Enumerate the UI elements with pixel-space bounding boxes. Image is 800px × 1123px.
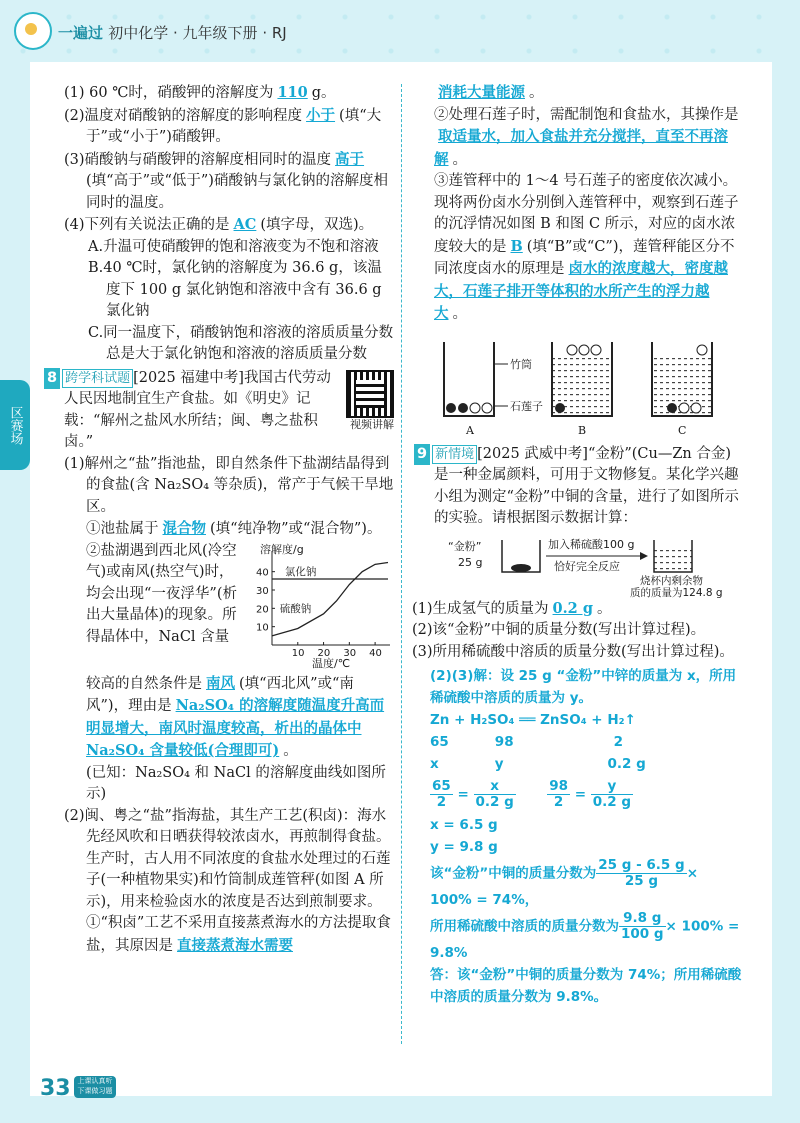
footer-bar — [0, 1096, 800, 1123]
q9-2: (2)该“金粉”中铜的质量分数(写出计算过程)。 — [412, 622, 706, 638]
q8-1b-block — [64, 541, 394, 670]
solution-block — [412, 665, 742, 1008]
header-title: 一遍过 初中化学 · 九年级下册 · RJ — [58, 24, 287, 42]
label-c: C — [678, 423, 687, 437]
sol-masses: 65 98 2 — [430, 734, 623, 750]
sol-unknowns: x y 0.2 g — [430, 756, 646, 772]
qr-caption: 视频讲解 — [350, 417, 394, 431]
q8-badge: 跨学科试题 — [62, 369, 133, 388]
left-column — [47, 82, 394, 957]
exp-label2: 25 g — [458, 555, 483, 569]
label-tube: 竹筒 — [510, 357, 532, 371]
q8-2b: ②处理石莲子时，需配制饱和食盐水，其操作是取适量水，加入食盐并充分搅拌，直至不再溶解 。 — [434, 106, 739, 168]
q8-2a: ①“积卤”工艺不采用直接蒸煮海水的方法提取食盐，其原因是 直接蒸煮海水需要 — [86, 915, 391, 954]
sol-ratios: $\frac{65}{2}$ = $\frac{x}{0.2 g}$ $\frac{98}{2}$ = $\frac{y}{0.2 g}$ — [432, 778, 631, 810]
q8-1b-answer: 较高的自然条件是 南风 (填“西北风”或“南风”)，理由是 Na₂SO₄ 的溶解度随温度升高而明显增大，南风时温度较高，析出的晶体中 Na₂SO₄ 含量较低(合理即可) 。 — [86, 674, 385, 759]
sol-final: 答：该“金粉”中铜的质量分数为 74%；所用稀硫酸中溶质的质量分数为 9.8%。 — [430, 967, 742, 1005]
right-strip — [772, 62, 800, 1102]
q7-4: (4)下列有关说法正确的是 AC (填字母，双选)。 — [64, 216, 374, 233]
exp-arrow-top: 加入稀硫酸100 g — [548, 537, 635, 551]
chart-series-label: 硫酸钠 — [279, 602, 312, 615]
page-number: 33 — [40, 1076, 71, 1101]
chart-x-tick-label: 30 — [343, 647, 357, 659]
q9-stem: 9 新情境 [2025 武威中考]“金粉”(Cu—Zn 合金)是一种金属颜料，可用于文物修复。某化学兴趣小组为测定“金粉”中铜的含量，进行了如图所示的实验。请根据图示数据计算： — [412, 444, 742, 530]
q8-number: 8 — [44, 368, 60, 390]
sol-x-value: x = 6.5 g — [430, 817, 498, 833]
experiment-figure — [444, 532, 744, 598]
chart-xlabel: 温度/℃ — [312, 656, 351, 670]
chart-series-label: 氯化钠 — [284, 565, 317, 578]
label-a: A — [466, 423, 474, 437]
q8-stem: 视频讲解 8 跨学科试题 [2025 福建中考]我国古代劳动人民因地制宜生产食盐。如《明史》记载：“解州之盐风水所结；闽、粤之盐积卤。” — [64, 368, 394, 454]
q8-1a: ①池盐属于 混合物 (填“纯净物”或“混合物”)。 — [86, 520, 382, 537]
chart-x-tick-label: 10 — [291, 647, 305, 659]
qr-code[interactable] — [346, 370, 394, 418]
chart-x-tick-label: 40 — [369, 647, 382, 659]
q7-3: (3)硝酸钠与硝酸钾的溶解度相同时的温度 高于(填“高于”或“低于”)硝酸钠与氯化钠的溶解度相同时的温度。 — [64, 150, 388, 211]
chart-x-tick-label: 20 — [317, 647, 331, 659]
chart-y-tick-label: 20 — [256, 603, 269, 615]
q8-2a-cont: 消耗大量能源 。 — [438, 84, 544, 101]
option-b: B.40 ℃时，氯化钠的溶解度为 36.6 g，该温度下 100 g 氯化钠饱和溶液中含有 36.6 g 氯化钠 — [88, 260, 382, 319]
q9-3: (3)所用稀硫酸中溶质的质量分数(写出计算过程)。 — [412, 643, 734, 660]
q8-1b-text: ②盐湖遇到西北风(冷空气)或南风(热空气)时，均会出现“一夜浮华”(析出大量晶体)的现象。所得晶体中，NaCl 含量 — [86, 542, 237, 645]
q7-2: (2)温度对硝酸钠的溶解度的影响程度 小于 (填“大于”或“小于”)硝酸钾。 — [64, 106, 382, 145]
q8-1b-note: (已知：Na₂SO₄ 和 NaCl 的溶解度曲线如图所示) — [86, 764, 386, 802]
logo-icon — [14, 12, 52, 50]
sol-equation: Zn + H₂SO₄ ══ ZnSO₄ + H₂↑ — [430, 712, 636, 728]
option-a: A.升温可使硝酸钾的饱和溶液变为不饱和溶液 — [88, 238, 379, 255]
q9-number: 9 — [414, 444, 430, 466]
exp-result1: 烧杯内剩余物 — [640, 574, 703, 587]
chart-y-tick-label: 30 — [256, 585, 269, 597]
sol-y-value: y = 9.8 g — [430, 839, 498, 855]
option-c: C.同一温度下，硝酸钠饱和溶液的溶质质量分数总是大于氯化钠饱和溶液的溶质质量分数 — [88, 324, 394, 362]
label-b: B — [578, 423, 587, 437]
exp-arrow-bot: 恰好完全反应 — [554, 559, 620, 573]
q8-2-stem: (2)闽、粤之“盐”指海盐，其生产工艺(积卤)：海水先经风吹和日晒获得较浓卤水，再煎制得食盐。生产时，古人用不同浓度的食盐水处理过的石莲子(一种植物果实)和竹筒制成莲管秤(如图 A 所示)，用来检验卤水的浓度是否达到煎制要求。 — [64, 807, 391, 910]
left-strip — [0, 62, 30, 1102]
q9-1: (1)生成氢气的质量为 0.2 g 。 — [412, 599, 612, 617]
q8-2c: ③莲管秤中的 1～4 号石莲子的密度依次减小。现将两份卤水分别倒入莲管秤中，观察到石莲子的沉浮情况如图 B 和图 C 所示，对应的卤水浓度较大的是 B (填“B”或“C”)，莲管秤能区分不同浓度卤水的原理是 卤水的浓度越大，密度越大，石莲子排开等体积的水所产生的浮力越大 。 — [434, 173, 739, 322]
exp-label1: “金粉” — [448, 539, 482, 553]
q7-1: (1) 60 ℃时，硝酸钾的溶解度为 110 g。 — [64, 84, 336, 101]
exp-result2: 质的质量为124.8 g — [630, 586, 723, 598]
tube-figure — [432, 334, 752, 440]
footer-tag: 上课认真听 下课做习题 — [74, 1076, 116, 1098]
label-seed: 石莲子 — [510, 399, 543, 413]
q9-badge: 新情境 — [432, 445, 477, 464]
column-divider — [401, 84, 402, 1044]
sol-intro: (2)(3)解：设 25 g “金粉”中锌的质量为 x，所用稀硫酸中溶质的质量为 y。 — [430, 668, 737, 706]
right-column — [412, 82, 742, 1008]
chart-y-tick-label: 40 — [256, 567, 269, 579]
sol-h2so4: 所用稀硫酸中溶质的质量分数为 $\frac{9.8 g}{100 g}$ × 100% = 9.8% — [430, 910, 740, 961]
sol-cu: 该“金粉”中铜的质量分数为 $\frac{25 g - 6.5 g}{25 g}$ × 100% = 74%， — [430, 857, 698, 908]
chart-ylabel: 溶解度/g — [260, 542, 304, 556]
side-tab[interactable]: 区赛场 — [0, 380, 30, 470]
chart-y-tick-label: 10 — [256, 622, 269, 634]
solubility-chart — [246, 541, 394, 671]
q8-1-stem: (1)解州之“盐”指池盐，即自然条件下盐湖结晶得到的食盐(含 Na₂SO₄ 等杂质)，常产于气候干旱地区。 — [64, 455, 394, 515]
